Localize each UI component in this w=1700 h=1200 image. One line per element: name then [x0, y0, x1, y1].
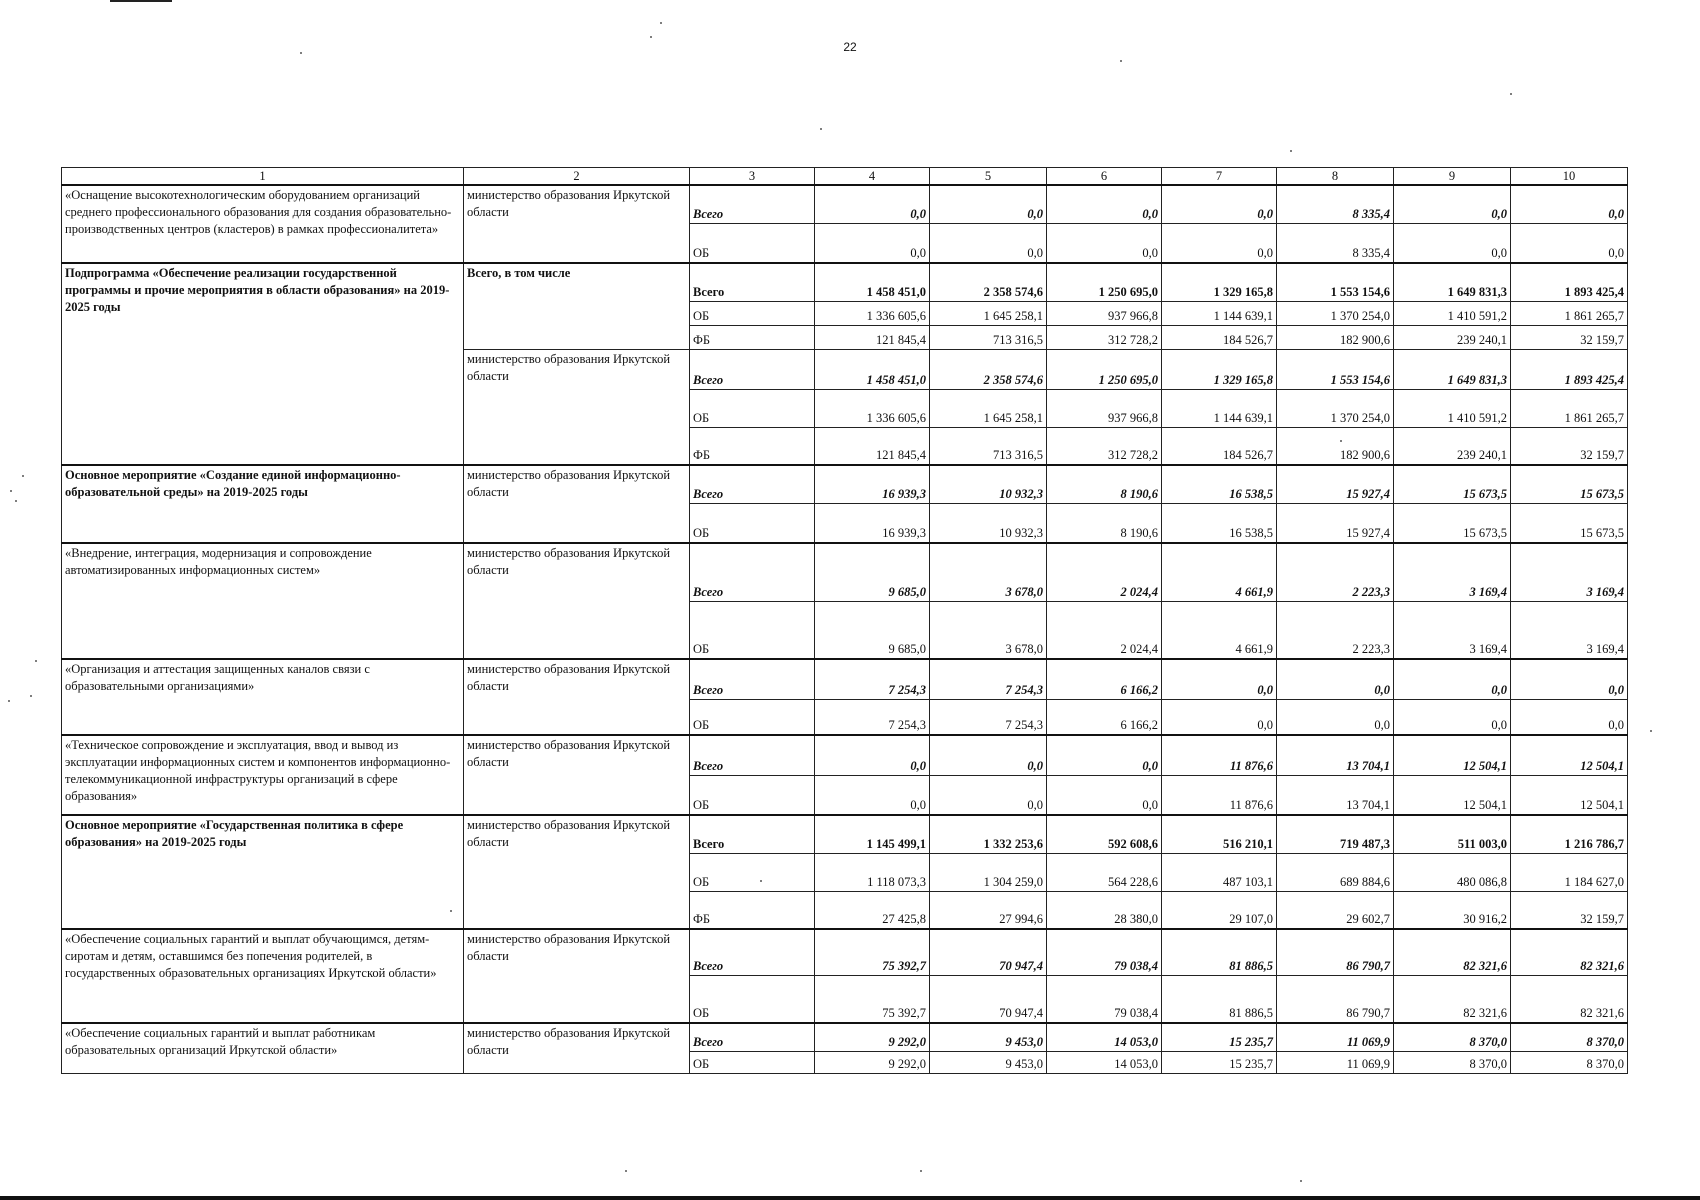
table-row — [62, 465, 1628, 503]
amount-cell: 12 504,1 — [1511, 735, 1628, 775]
amount-cell: 15 673,5 — [1394, 503, 1511, 543]
amount-cell: 82 321,6 — [1394, 975, 1511, 1023]
activity-name-cell: «Оснащение высокотехнологическим оборудованием организаций среднего профессионального образования для создания образовательно-производственных центров (кластеров) в рамках профессионалитета» — [62, 185, 464, 263]
amount-cell: 1 893 425,4 — [1511, 263, 1628, 301]
amount-cell: 0,0 — [1162, 185, 1277, 223]
amount-cell: 184 526,7 — [1162, 427, 1277, 465]
executor-cell: министерство образования Иркутской области — [464, 659, 690, 735]
scan-speck — [650, 36, 652, 38]
amount-cell: 564 228,6 — [1047, 853, 1162, 891]
executor-cell: министерство образования Иркутской области — [464, 815, 690, 929]
column-header: 1 — [62, 168, 464, 186]
amount-cell: 11 069,9 — [1277, 1051, 1394, 1073]
amount-cell: 4 661,9 — [1162, 601, 1277, 659]
amount-cell: 1 410 591,2 — [1394, 389, 1511, 427]
amount-cell: 79 038,4 — [1047, 975, 1162, 1023]
amount-cell: 16 939,3 — [815, 465, 930, 503]
scan-speck — [1510, 93, 1512, 95]
amount-cell: 1 458 451,0 — [815, 349, 930, 389]
amount-cell: 0,0 — [930, 775, 1047, 815]
amount-cell: 0,0 — [1394, 699, 1511, 735]
amount-cell: 14 053,0 — [1047, 1051, 1162, 1073]
amount-cell: 6 166,2 — [1047, 659, 1162, 699]
amount-cell: 1 184 627,0 — [1511, 853, 1628, 891]
column-header: 2 — [464, 168, 690, 186]
table-body — [62, 185, 1628, 1073]
funding-source-cell: Всего — [690, 735, 815, 775]
activity-name-cell: «Обеспечение социальных гарантий и выплат работникам образовательных организаций Иркутской области» — [62, 1023, 464, 1073]
amount-cell: 1 329 165,8 — [1162, 349, 1277, 389]
amount-cell: 182 900,6 — [1277, 325, 1394, 349]
amount-cell: 0,0 — [1047, 735, 1162, 775]
amount-cell: 3 678,0 — [930, 543, 1047, 601]
column-header: 4 — [815, 168, 930, 186]
funding-source-cell: Всего — [690, 815, 815, 853]
amount-cell: 0,0 — [1394, 659, 1511, 699]
funding-source-cell: ОБ — [690, 853, 815, 891]
amount-cell: 0,0 — [930, 223, 1047, 263]
amount-cell: 1 861 265,7 — [1511, 389, 1628, 427]
amount-cell: 0,0 — [1277, 659, 1394, 699]
amount-cell: 0,0 — [815, 223, 930, 263]
scan-speck — [300, 52, 302, 54]
amount-cell: 15 927,4 — [1277, 503, 1394, 543]
amount-cell: 1 861 265,7 — [1511, 301, 1628, 325]
scan-speck — [660, 22, 662, 24]
amount-cell: 1 250 695,0 — [1047, 263, 1162, 301]
amount-cell: 0,0 — [1162, 223, 1277, 263]
scan-speck — [15, 500, 17, 502]
amount-cell: 7 254,3 — [815, 659, 930, 699]
amount-cell: 81 886,5 — [1162, 975, 1277, 1023]
amount-cell: 12 504,1 — [1511, 775, 1628, 815]
amount-cell: 1 553 154,6 — [1277, 263, 1394, 301]
amount-cell: 27 994,6 — [930, 891, 1047, 929]
amount-cell: 0,0 — [1047, 775, 1162, 815]
amount-cell: 0,0 — [815, 735, 930, 775]
funding-source-cell: Всего — [690, 929, 815, 975]
activity-name-cell: «Обеспечение социальных гарантий и выплат обучающимся, детям-сиротам и детям, оставшимся без попечения родителей, в государственных образовательных организациях Иркутской области» — [62, 929, 464, 1023]
amount-cell: 1 336 605,6 — [815, 301, 930, 325]
amount-cell: 937 966,8 — [1047, 389, 1162, 427]
amount-cell: 0,0 — [1047, 223, 1162, 263]
amount-cell: 82 321,6 — [1511, 929, 1628, 975]
amount-cell: 1 645 258,1 — [930, 301, 1047, 325]
scan-speck — [625, 1170, 627, 1172]
amount-cell: 8 370,0 — [1394, 1051, 1511, 1073]
amount-cell: 32 159,7 — [1511, 427, 1628, 465]
scan-speck — [1650, 730, 1652, 732]
amount-cell: 1 216 786,7 — [1511, 815, 1628, 853]
funding-source-cell: ОБ — [690, 601, 815, 659]
amount-cell: 82 321,6 — [1394, 929, 1511, 975]
amount-cell: 719 487,3 — [1277, 815, 1394, 853]
amount-cell: 312 728,2 — [1047, 325, 1162, 349]
activity-name-cell: «Техническое сопровождение и эксплуатация, ввод и вывод из эксплуатации информационных систем и компонентов информационно-телекоммуникационной инфраструктуры организаций в сфере образования» — [62, 735, 464, 815]
amount-cell: 184 526,7 — [1162, 325, 1277, 349]
amount-cell: 8 190,6 — [1047, 465, 1162, 503]
column-header: 5 — [930, 168, 1047, 186]
amount-cell: 3 678,0 — [930, 601, 1047, 659]
amount-cell: 9 685,0 — [815, 601, 930, 659]
funding-source-cell: ОБ — [690, 389, 815, 427]
table-row — [62, 659, 1628, 699]
amount-cell: 121 845,4 — [815, 325, 930, 349]
table-row — [62, 815, 1628, 853]
amount-cell: 182 900,6 — [1277, 427, 1394, 465]
amount-cell: 13 704,1 — [1277, 775, 1394, 815]
amount-cell: 2 024,4 — [1047, 601, 1162, 659]
amount-cell: 15 673,5 — [1511, 503, 1628, 543]
amount-cell: 11 876,6 — [1162, 735, 1277, 775]
funding-source-cell: Всего — [690, 263, 815, 301]
activity-name-cell: Основное мероприятие «Государственная политика в сфере образования» на 2019-2025 годы — [62, 815, 464, 929]
amount-cell: 9 453,0 — [930, 1051, 1047, 1073]
executor-cell: Всего, в том числе — [464, 263, 690, 349]
amount-cell: 8 370,0 — [1511, 1051, 1628, 1073]
amount-cell: 30 916,2 — [1394, 891, 1511, 929]
scan-speck — [1120, 60, 1122, 62]
amount-cell: 312 728,2 — [1047, 427, 1162, 465]
funding-source-cell: ОБ — [690, 699, 815, 735]
amount-cell: 16 538,5 — [1162, 503, 1277, 543]
amount-cell: 0,0 — [815, 775, 930, 815]
amount-cell: 1 370 254,0 — [1277, 301, 1394, 325]
amount-cell: 29 602,7 — [1277, 891, 1394, 929]
amount-cell: 15 927,4 — [1277, 465, 1394, 503]
amount-cell: 1 145 499,1 — [815, 815, 930, 853]
amount-cell: 1 370 254,0 — [1277, 389, 1394, 427]
executor-cell: министерство образования Иркутской области — [464, 929, 690, 1023]
table-row — [62, 1023, 1628, 1051]
page-number: 22 — [843, 40, 857, 54]
scan-speck — [1340, 440, 1342, 442]
executor-cell: министерство образования Иркутской области — [464, 735, 690, 815]
amount-cell: 1 649 831,3 — [1394, 349, 1511, 389]
amount-cell: 16 538,5 — [1162, 465, 1277, 503]
amount-cell: 10 932,3 — [930, 503, 1047, 543]
executor-cell: министерство образования Иркутской области — [464, 543, 690, 659]
scan-speck — [820, 128, 822, 130]
funding-source-cell: ОБ — [690, 975, 815, 1023]
amount-cell: 1 118 073,3 — [815, 853, 930, 891]
amount-cell: 3 169,4 — [1394, 543, 1511, 601]
column-header: 10 — [1511, 168, 1628, 186]
funding-source-cell: Всего — [690, 659, 815, 699]
amount-cell: 4 661,9 — [1162, 543, 1277, 601]
amount-cell: 516 210,1 — [1162, 815, 1277, 853]
amount-cell: 0,0 — [1394, 185, 1511, 223]
activity-name-cell: Подпрограмма «Обеспечение реализации государственной программы и прочие мероприятия в области образования» на 2019-2025 годы — [62, 263, 464, 465]
column-header: 9 — [1394, 168, 1511, 186]
amount-cell: 1 144 639,1 — [1162, 389, 1277, 427]
amount-cell: 1 144 639,1 — [1162, 301, 1277, 325]
amount-cell: 2 358 574,6 — [930, 263, 1047, 301]
amount-cell: 15 673,5 — [1511, 465, 1628, 503]
amount-cell: 8 370,0 — [1511, 1023, 1628, 1051]
amount-cell: 511 003,0 — [1394, 815, 1511, 853]
amount-cell: 1 458 451,0 — [815, 263, 930, 301]
amount-cell: 937 966,8 — [1047, 301, 1162, 325]
funding-source-cell: ФБ — [690, 891, 815, 929]
funding-source-cell: ФБ — [690, 427, 815, 465]
amount-cell: 7 254,3 — [930, 699, 1047, 735]
amount-cell: 70 947,4 — [930, 929, 1047, 975]
amount-cell: 1 336 605,6 — [815, 389, 930, 427]
amount-cell: 12 504,1 — [1394, 735, 1511, 775]
scan-speck — [1300, 1180, 1302, 1182]
page-bottom-edge — [0, 1196, 1700, 1200]
amount-cell: 15 235,7 — [1162, 1023, 1277, 1051]
amount-cell: 12 504,1 — [1394, 775, 1511, 815]
funding-source-cell: ОБ — [690, 223, 815, 263]
activity-name-cell: «Внедрение, интеграция, модернизация и сопровождение автоматизированных информационных систем» — [62, 543, 464, 659]
scan-speck — [30, 695, 32, 697]
amount-cell: 0,0 — [1394, 223, 1511, 263]
amount-cell: 3 169,4 — [1511, 601, 1628, 659]
executor-cell: министерство образования Иркутской области — [464, 465, 690, 543]
table-row — [62, 185, 1628, 223]
amount-cell: 11 069,9 — [1277, 1023, 1394, 1051]
scan-speck — [760, 880, 762, 882]
amount-cell: 81 886,5 — [1162, 929, 1277, 975]
scan-mark — [110, 0, 172, 2]
amount-cell: 1 893 425,4 — [1511, 349, 1628, 389]
budget-table — [61, 167, 1628, 1074]
amount-cell: 15 235,7 — [1162, 1051, 1277, 1073]
amount-cell: 9 292,0 — [815, 1051, 930, 1073]
scan-speck — [8, 700, 10, 702]
amount-cell: 86 790,7 — [1277, 975, 1394, 1023]
amount-cell: 11 876,6 — [1162, 775, 1277, 815]
amount-cell: 7 254,3 — [930, 659, 1047, 699]
amount-cell: 1 250 695,0 — [1047, 349, 1162, 389]
scan-speck — [920, 1170, 922, 1172]
amount-cell: 0,0 — [930, 185, 1047, 223]
amount-cell: 28 380,0 — [1047, 891, 1162, 929]
amount-cell: 121 845,4 — [815, 427, 930, 465]
column-header-row — [62, 168, 1628, 186]
amount-cell: 6 166,2 — [1047, 699, 1162, 735]
amount-cell: 16 939,3 — [815, 503, 930, 543]
amount-cell: 1 329 165,8 — [1162, 263, 1277, 301]
funding-source-cell: Всего — [690, 465, 815, 503]
executor-cell: министерство образования Иркутской области — [464, 185, 690, 263]
amount-cell: 14 053,0 — [1047, 1023, 1162, 1051]
table-row — [62, 929, 1628, 975]
amount-cell: 8 370,0 — [1394, 1023, 1511, 1051]
amount-cell: 15 673,5 — [1394, 465, 1511, 503]
funding-source-cell: ФБ — [690, 325, 815, 349]
scan-speck — [22, 475, 24, 477]
amount-cell: 0,0 — [1162, 659, 1277, 699]
amount-cell: 0,0 — [1277, 699, 1394, 735]
scan-speck — [35, 660, 37, 662]
table-row — [62, 263, 1628, 301]
activity-name-cell: «Организация и аттестация защищенных каналов связи с образовательными организациями» — [62, 659, 464, 735]
funding-source-cell: ОБ — [690, 1051, 815, 1073]
amount-cell: 70 947,4 — [930, 975, 1047, 1023]
amount-cell: 8 335,4 — [1277, 223, 1394, 263]
column-header: 7 — [1162, 168, 1277, 186]
scan-speck — [10, 490, 12, 492]
amount-cell: 0,0 — [1511, 185, 1628, 223]
amount-cell: 0,0 — [815, 185, 930, 223]
amount-cell: 0,0 — [1162, 699, 1277, 735]
amount-cell: 239 240,1 — [1394, 427, 1511, 465]
amount-cell: 32 159,7 — [1511, 325, 1628, 349]
table-row — [62, 735, 1628, 775]
funding-source-cell: ОБ — [690, 503, 815, 543]
amount-cell: 2 223,3 — [1277, 601, 1394, 659]
amount-cell: 713 316,5 — [930, 427, 1047, 465]
amount-cell: 592 608,6 — [1047, 815, 1162, 853]
activity-name-cell: Основное мероприятие «Создание единой информационно-образовательной среды» на 2019-2025 годы — [62, 465, 464, 543]
amount-cell: 9 685,0 — [815, 543, 930, 601]
amount-cell: 2 358 574,6 — [930, 349, 1047, 389]
scan-speck — [450, 910, 452, 912]
funding-source-cell: ОБ — [690, 775, 815, 815]
funding-source-cell: Всего — [690, 1023, 815, 1051]
amount-cell: 9 292,0 — [815, 1023, 930, 1051]
amount-cell: 689 884,6 — [1277, 853, 1394, 891]
amount-cell: 487 103,1 — [1162, 853, 1277, 891]
amount-cell: 713 316,5 — [930, 325, 1047, 349]
executor-cell: министерство образования Иркутской области — [464, 349, 690, 465]
amount-cell: 0,0 — [1511, 659, 1628, 699]
column-header: 8 — [1277, 168, 1394, 186]
amount-cell: 8 190,6 — [1047, 503, 1162, 543]
amount-cell: 79 038,4 — [1047, 929, 1162, 975]
amount-cell: 239 240,1 — [1394, 325, 1511, 349]
amount-cell: 480 086,8 — [1394, 853, 1511, 891]
scan-speck — [1290, 150, 1292, 152]
funding-source-cell: Всего — [690, 185, 815, 223]
funding-source-cell: ОБ — [690, 301, 815, 325]
amount-cell: 2 223,3 — [1277, 543, 1394, 601]
column-header: 6 — [1047, 168, 1162, 186]
table-row — [62, 543, 1628, 601]
amount-cell: 9 453,0 — [930, 1023, 1047, 1051]
amount-cell: 13 704,1 — [1277, 735, 1394, 775]
amount-cell: 1 649 831,3 — [1394, 263, 1511, 301]
amount-cell: 86 790,7 — [1277, 929, 1394, 975]
executor-cell: министерство образования Иркутской области — [464, 1023, 690, 1073]
amount-cell: 0,0 — [1511, 223, 1628, 263]
funding-source-cell: Всего — [690, 543, 815, 601]
funding-source-cell: Всего — [690, 349, 815, 389]
amount-cell: 0,0 — [1047, 185, 1162, 223]
amount-cell: 75 392,7 — [815, 975, 930, 1023]
amount-cell: 75 392,7 — [815, 929, 930, 975]
amount-cell: 3 169,4 — [1394, 601, 1511, 659]
amount-cell: 82 321,6 — [1511, 975, 1628, 1023]
amount-cell: 10 932,3 — [930, 465, 1047, 503]
amount-cell: 1 645 258,1 — [930, 389, 1047, 427]
amount-cell: 2 024,4 — [1047, 543, 1162, 601]
amount-cell: 29 107,0 — [1162, 891, 1277, 929]
amount-cell: 1 553 154,6 — [1277, 349, 1394, 389]
amount-cell: 1 304 259,0 — [930, 853, 1047, 891]
amount-cell: 32 159,7 — [1511, 891, 1628, 929]
amount-cell: 1 332 253,6 — [930, 815, 1047, 853]
amount-cell: 27 425,8 — [815, 891, 930, 929]
amount-cell: 0,0 — [930, 735, 1047, 775]
column-header: 3 — [690, 168, 815, 186]
amount-cell: 7 254,3 — [815, 699, 930, 735]
amount-cell: 0,0 — [1511, 699, 1628, 735]
amount-cell: 8 335,4 — [1277, 185, 1394, 223]
amount-cell: 3 169,4 — [1511, 543, 1628, 601]
amount-cell: 1 410 591,2 — [1394, 301, 1511, 325]
